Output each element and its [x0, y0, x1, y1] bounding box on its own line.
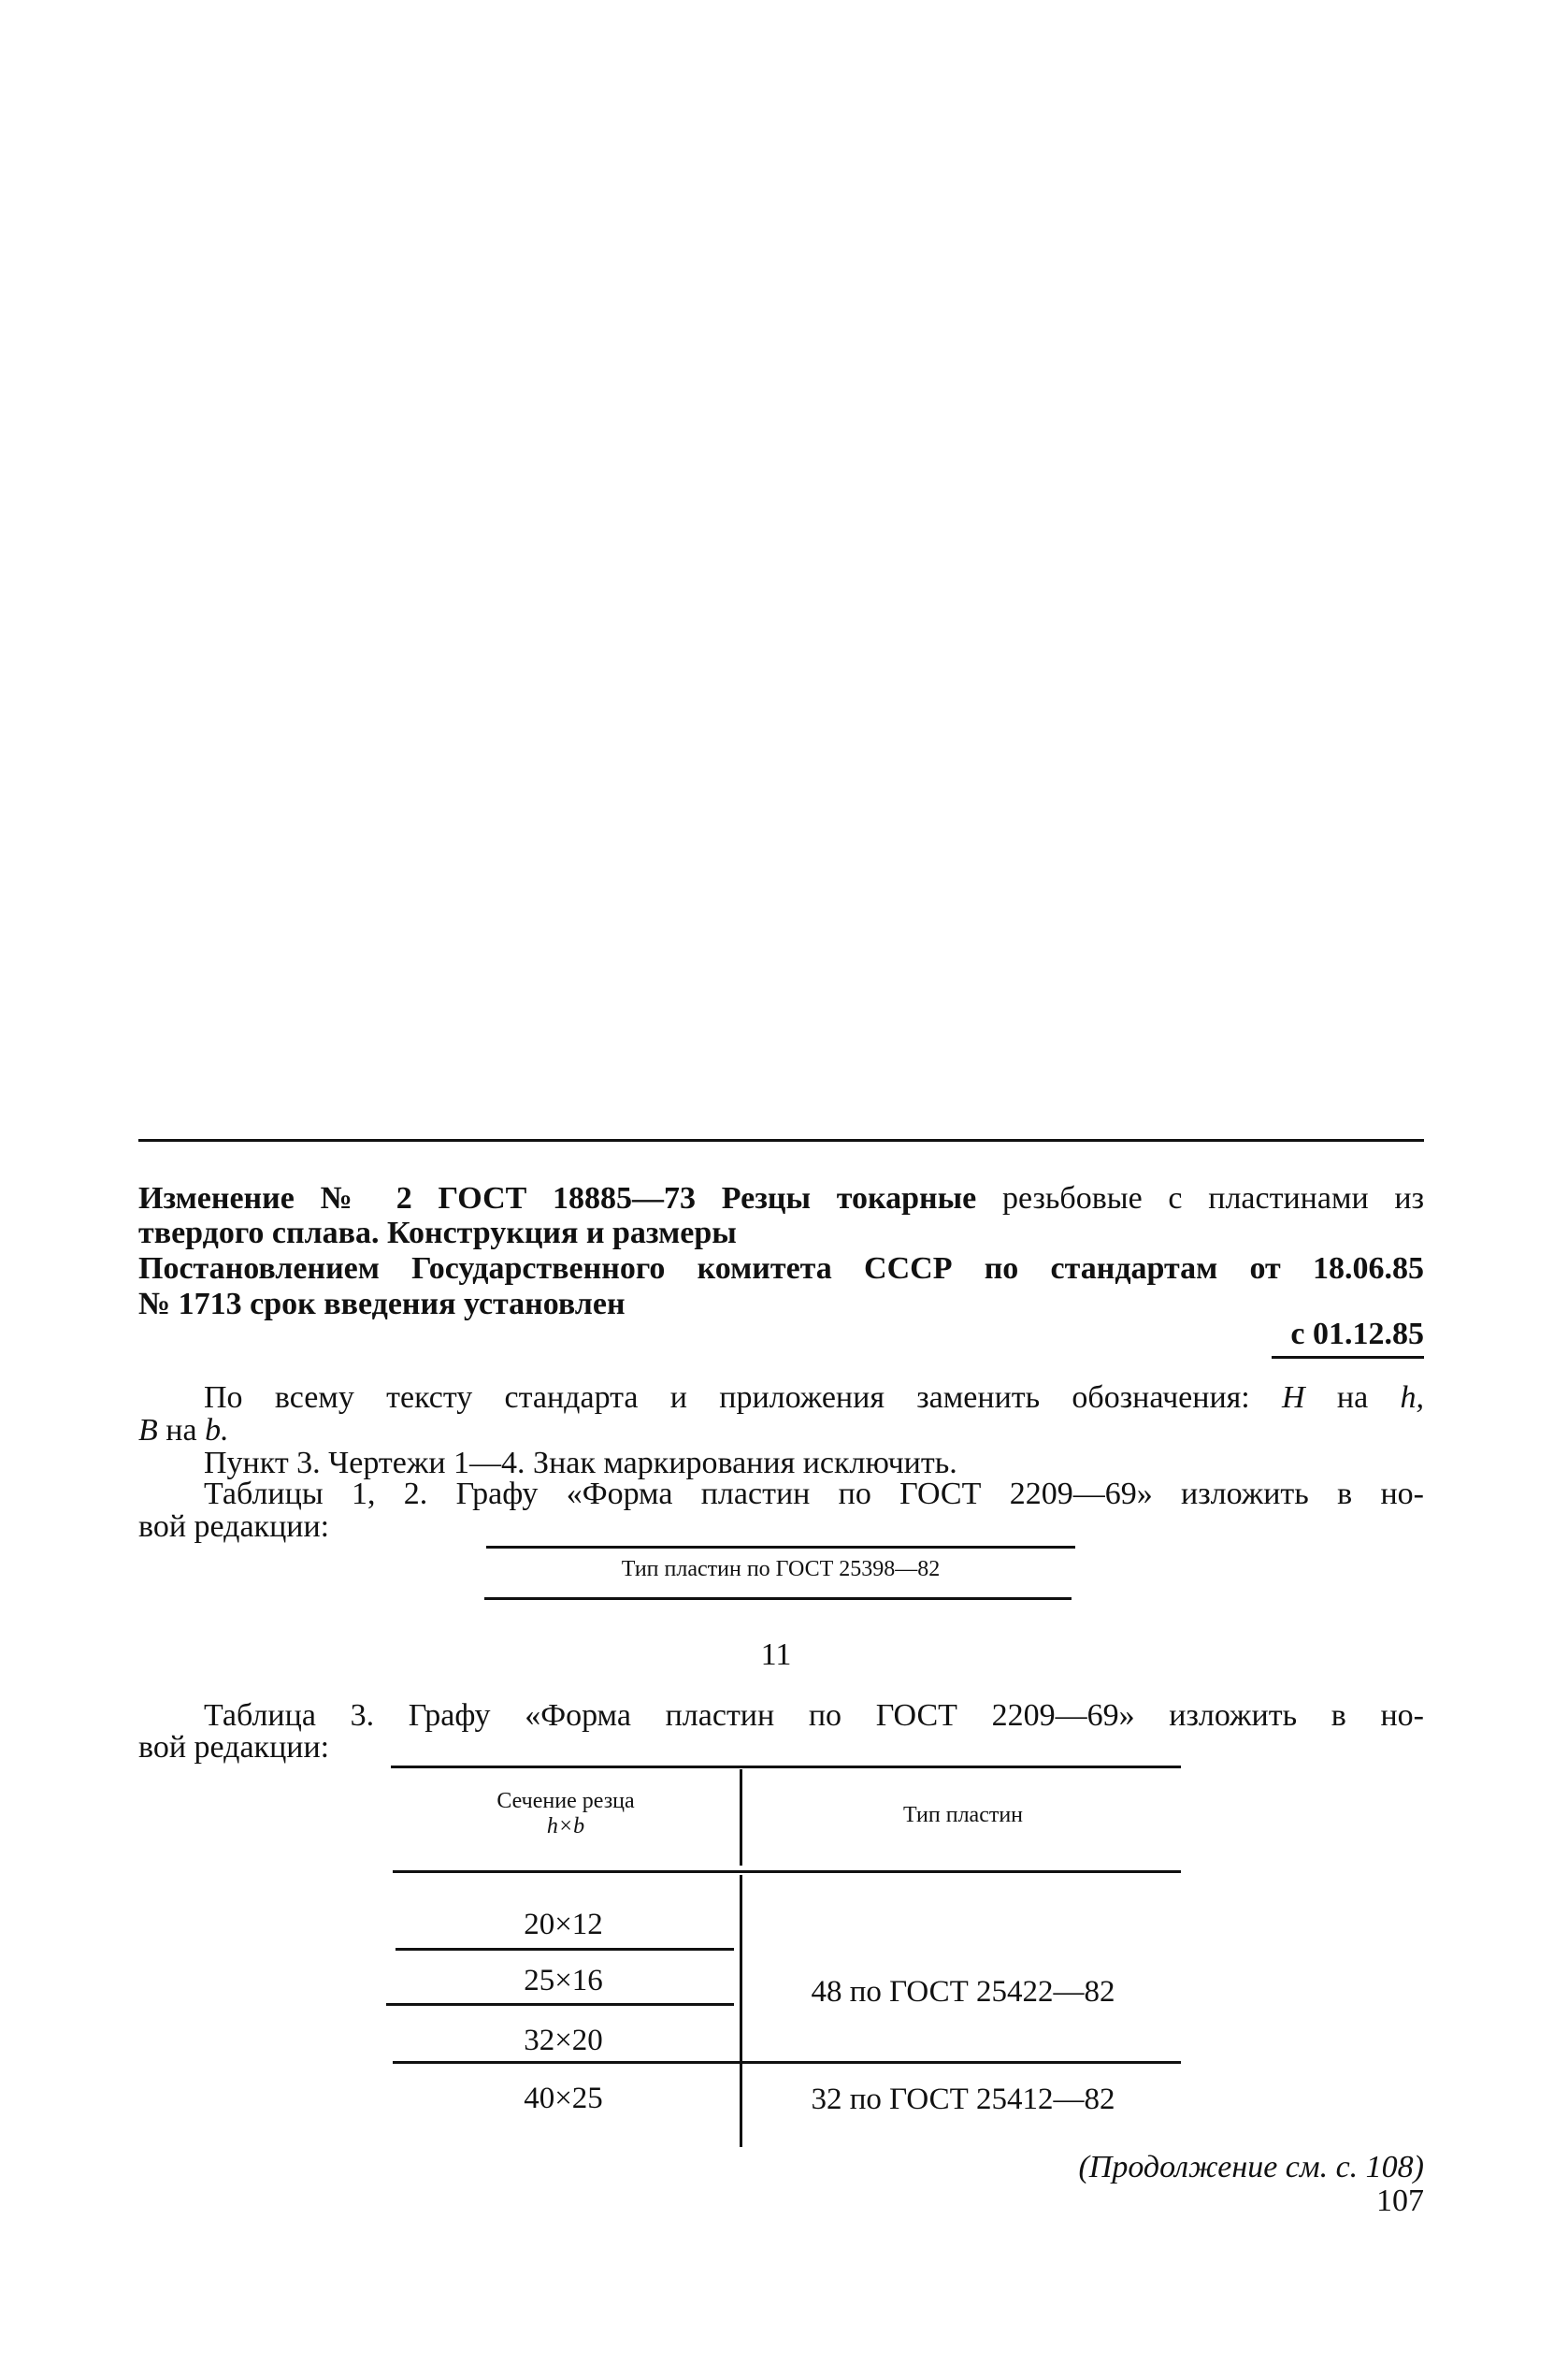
paragraph-4-line-1: Таблица 3. Графу «Форма пластин по ГОСТ 2209—69» изложить в но-: [204, 1698, 1424, 1733]
p1-symbol-H: H: [1282, 1380, 1305, 1415]
paragraph-3-line-1: Таблицы 1, 2. Графу «Форма пластин по ГОСТ 2209—69» изложить в но-: [204, 1477, 1424, 1511]
table2-header-rule: [393, 1870, 1181, 1873]
table2-col2-header: Тип пластин: [902, 1803, 1024, 1827]
table1-header-rule: [484, 1597, 1072, 1600]
header-line-2: твердого сплава. Конструкция и размеры: [138, 1216, 737, 1250]
paragraph-1-line-2: [138, 1414, 229, 1448]
header-line-1-normal: резьбовые с пластинами из: [1001, 1181, 1425, 1216]
table2-group1-value: 48 по ГОСТ 25422—82: [811, 1975, 1115, 2009]
table2-group2-value: 32 по ГОСТ 25412—82: [811, 2083, 1115, 2116]
continuation-note: (Продолжение см. с. 108): [1078, 2150, 1424, 2184]
table2-col1-header-line-2: h×b: [546, 1814, 585, 1838]
p1-text-c: на: [165, 1413, 197, 1448]
paragraph-2: Пункт 3. Чертежи 1—4. Знак маркирования исключить.: [204, 1446, 957, 1480]
date-underline: [1272, 1356, 1424, 1359]
table2-column-divider-header: [740, 1769, 742, 1866]
table2-row-rule-3: [393, 2061, 1181, 2064]
p1-symbol-B: B: [138, 1413, 158, 1448]
table1-header: Тип пластин по ГОСТ 25398—82: [621, 1557, 941, 1581]
paragraph-4-line-2: вой редакции:: [138, 1730, 330, 1765]
table1-value: 11: [760, 1637, 792, 1672]
table2-column-divider-body: [740, 1875, 742, 2147]
paragraph-1-line-1: [204, 1381, 1424, 1415]
effective-date: с 01.12.85: [1290, 1317, 1424, 1351]
header-line-4: № 1713 срок введения установлен: [138, 1287, 626, 1321]
page-number: 107: [1376, 2184, 1424, 2218]
table-row: 20×12: [524, 1908, 603, 1941]
table2-row-rule-1: [396, 1948, 734, 1951]
table2-top-rule: [391, 1766, 1181, 1768]
p1-text-a: По всему тексту стандарта и приложения заменить обозначения:: [204, 1380, 1250, 1415]
paragraph-3-line-2: вой редакции:: [138, 1509, 330, 1544]
table1-top-rule: [486, 1546, 1075, 1549]
table2-row-rule-2: [386, 2003, 734, 2006]
p1-symbol-h: h,: [1400, 1380, 1424, 1415]
header-line-1: [138, 1181, 1424, 1217]
p1-text-b: на: [1336, 1380, 1369, 1415]
p1-symbol-b: b.: [205, 1413, 229, 1448]
header-line-3: Постановлением Государственного комитета СССР по стандартам от 18.06.85: [138, 1251, 1424, 1286]
table-row: 32×20: [524, 2024, 603, 2057]
table-row: 25×16: [524, 1964, 603, 1997]
top-rule: [138, 1139, 1424, 1142]
table2-col1-header-line-1: Сечение резца: [496, 1789, 635, 1813]
table-row: 40×25: [524, 2082, 603, 2115]
header-line-1-bold: Изменение № 2 ГОСТ 18885—73 Резцы токарные: [138, 1181, 977, 1216]
